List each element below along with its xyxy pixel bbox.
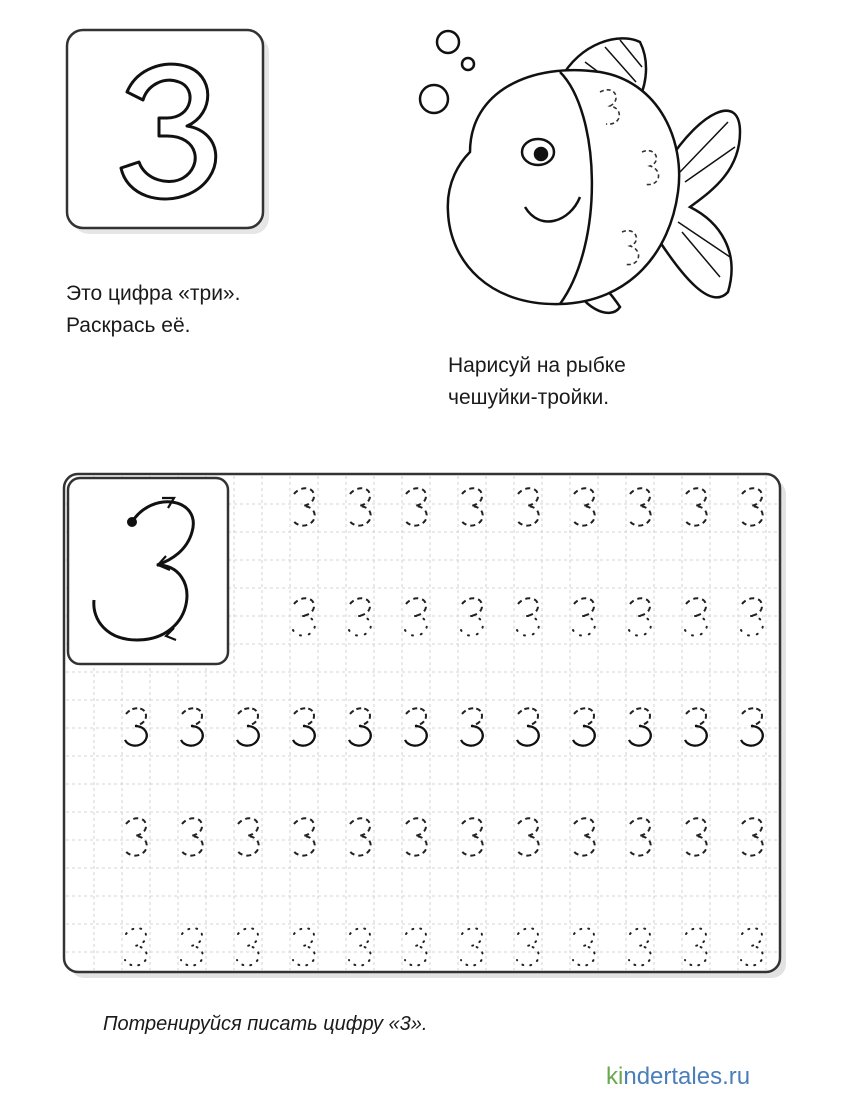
fish-illustration[interactable] bbox=[410, 22, 750, 332]
brand-rest: ndertales.ru bbox=[623, 1063, 751, 1090]
color-instruction-line2: Раскрась её. bbox=[66, 314, 191, 337]
brand-prefix: ki bbox=[606, 1063, 624, 1090]
practice-instruction: Потренируйся писать цифру «3». bbox=[103, 1013, 428, 1035]
fish-instruction-line1: Нарисуй на рыбке bbox=[448, 354, 626, 377]
fish-instruction bbox=[448, 350, 626, 414]
color-instruction-line1: Это цифра «три». bbox=[66, 282, 241, 305]
practice-grid-canvas bbox=[62, 470, 786, 978]
fish-icon bbox=[410, 22, 750, 332]
fish-instruction-line2: чешуйки-тройки. bbox=[448, 386, 610, 409]
digit-coloring-card[interactable] bbox=[65, 28, 271, 236]
color-instruction bbox=[66, 278, 240, 342]
outlined-three-icon bbox=[65, 28, 271, 236]
site-brand[interactable] bbox=[606, 1063, 750, 1091]
practice-grid[interactable] bbox=[62, 470, 786, 978]
